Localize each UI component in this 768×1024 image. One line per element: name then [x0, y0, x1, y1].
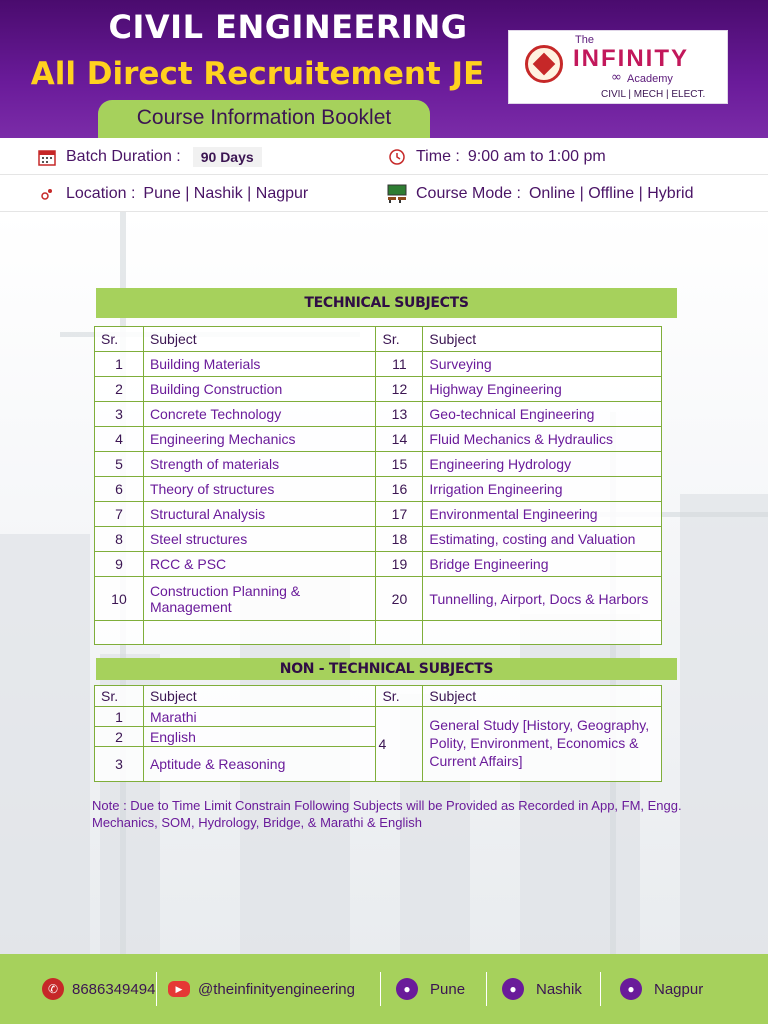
mode-value: Online | Offline | Hybrid — [528, 185, 694, 202]
location-pin-icon: ● — [502, 978, 524, 1000]
table-row — [95, 452, 662, 477]
subject-cell: Surveying — [423, 352, 662, 377]
table-header-row — [95, 327, 662, 352]
booklet-label: Course Information Booklet — [98, 100, 430, 138]
col-sr: Sr. — [376, 686, 423, 707]
sr-cell: 1 — [95, 352, 144, 377]
subject-cell: RCC & PSC — [143, 552, 376, 577]
empty-cell — [95, 621, 144, 645]
subject-cell: Concrete Technology — [143, 402, 376, 427]
col-subject: Subject — [143, 327, 376, 352]
divider — [600, 972, 601, 1006]
table-row — [95, 502, 662, 527]
subject-cell: English — [143, 727, 376, 747]
col-subject: Subject — [423, 327, 662, 352]
table-row — [95, 527, 662, 552]
location-nagpur[interactable] — [620, 973, 703, 1005]
divider — [486, 972, 487, 1006]
table-row — [95, 552, 662, 577]
subject-cell: Structural Analysis — [143, 502, 376, 527]
sr-cell: 8 — [95, 527, 144, 552]
table-row — [95, 477, 662, 502]
table-row — [95, 427, 662, 452]
divider — [156, 972, 157, 1006]
nontechnical-subjects-heading: NON - TECHNICAL SUBJECTS — [96, 658, 677, 680]
course-info-band — [0, 138, 768, 212]
sr-cell: 20 — [376, 577, 423, 621]
clock-icon — [386, 146, 408, 168]
subject-cell: Engineering Hydrology — [423, 452, 662, 477]
emblem-icon — [525, 45, 563, 83]
table-row — [95, 352, 662, 377]
col-subject: Subject — [143, 686, 376, 707]
sr-cell: 13 — [376, 402, 423, 427]
phone-icon: ✆ — [42, 978, 64, 1000]
sr-cell: 2 — [95, 727, 144, 747]
course-mode — [386, 182, 693, 206]
table-row — [95, 377, 662, 402]
subject-cell: Tunnelling, Airport, Docs & Harbors — [423, 577, 662, 621]
empty-cell — [376, 621, 423, 645]
logo-disciplines: CIVIL | MECH | ELECT. — [601, 89, 706, 100]
subject-cell: Marathi — [143, 707, 376, 727]
col-subject: Subject — [423, 686, 662, 707]
infinity-icon: ∞ — [611, 70, 622, 85]
location-pin-icon — [36, 183, 58, 205]
col-sr: Sr. — [95, 686, 144, 707]
location-pune[interactable] — [396, 973, 465, 1005]
time-value: 9:00 am to 1:00 pm — [467, 148, 606, 165]
logo-academy: Academy — [627, 73, 673, 85]
phone-number: 8686349494 — [72, 980, 156, 998]
sr-cell: 14 — [376, 427, 423, 452]
subject-cell: General Study [History, Geography, Polity, Environment, Economics & Current Affairs] — [423, 707, 662, 782]
table-row — [95, 577, 662, 621]
subject-cell: Aptitude & Reasoning — [143, 747, 376, 782]
table-header-row — [95, 686, 662, 707]
sr-cell: 2 — [95, 377, 144, 402]
recorded-subjects-note: Note : Due to Time Limit Constrain Following Subjects will be Provided as Recorded in App, FM, Engg. Mechanics, SOM, Hydrology, Bridge, & Marathi & English — [92, 798, 682, 830]
sr-cell: 10 — [95, 577, 144, 621]
classroom-icon — [386, 183, 408, 205]
sr-cell: 16 — [376, 477, 423, 502]
subject-cell: Estimating, costing and Valuation — [423, 527, 662, 552]
logo-name: INFINITY — [573, 45, 689, 72]
location-pin-icon: ● — [396, 978, 418, 1000]
table-row — [95, 402, 662, 427]
sr-cell: 9 — [95, 552, 144, 577]
batch-value: 90 Days — [193, 147, 262, 167]
col-sr: Sr. — [376, 327, 423, 352]
location-pin-icon: ● — [620, 978, 642, 1000]
course-location — [36, 182, 308, 206]
sr-cell: 18 — [376, 527, 423, 552]
sr-cell: 6 — [95, 477, 144, 502]
sr-cell: 15 — [376, 452, 423, 477]
batch-duration — [36, 145, 262, 169]
subject-cell: Highway Engineering — [423, 377, 662, 402]
mode-label: Course Mode : — [416, 185, 521, 202]
sr-cell: 17 — [376, 502, 423, 527]
location-nashik-label: Nashik — [536, 980, 582, 998]
sr-cell: 7 — [95, 502, 144, 527]
subject-cell: Fluid Mechanics & Hydraulics — [423, 427, 662, 452]
subject-cell: Bridge Engineering — [423, 552, 662, 577]
location-pune-label: Pune — [430, 980, 466, 998]
header-banner — [0, 0, 768, 138]
youtube-icon: ▶ — [168, 981, 190, 997]
sr-cell: 5 — [95, 452, 144, 477]
empty-cell — [143, 621, 376, 645]
divider — [0, 174, 768, 175]
subject-cell: Steel structures — [143, 527, 376, 552]
sr-cell: 4 — [376, 707, 423, 782]
sr-cell: 4 — [95, 427, 144, 452]
youtube-link[interactable] — [168, 973, 355, 1005]
contact-footer — [0, 954, 768, 1024]
youtube-handle: @theinfinityengineering — [198, 980, 355, 998]
time-label: Time : — [416, 148, 460, 165]
sr-cell: 11 — [376, 352, 423, 377]
table-row-empty — [95, 621, 662, 645]
nontechnical-subjects-table — [94, 685, 662, 782]
calendar-icon — [36, 146, 58, 168]
sr-cell: 12 — [376, 377, 423, 402]
location-nagpur-label: Nagpur — [654, 980, 704, 998]
sr-cell: 19 — [376, 552, 423, 577]
sr-cell: 3 — [95, 402, 144, 427]
col-sr: Sr. — [95, 327, 144, 352]
location-value: Pune | Nashik | Nagpur — [143, 185, 309, 202]
page-title: CIVIL ENGINEERING — [108, 8, 468, 46]
subject-cell: Irrigation Engineering — [423, 477, 662, 502]
subject-cell: Construction Planning & Management — [143, 577, 376, 621]
subject-cell: Environmental Engineering — [423, 502, 662, 527]
empty-cell — [423, 621, 662, 645]
course-time — [386, 145, 606, 169]
logo-the: The — [575, 34, 594, 46]
sr-cell: 3 — [95, 747, 144, 782]
location-label: Location : — [66, 185, 136, 202]
subject-cell: Geo-technical Engineering — [423, 402, 662, 427]
subject-cell: Engineering Mechanics — [143, 427, 376, 452]
subject-cell: Building Construction — [143, 377, 376, 402]
subject-cell: Building Materials — [143, 352, 376, 377]
location-nashik[interactable] — [502, 973, 582, 1005]
technical-subjects-table — [94, 326, 662, 645]
divider — [380, 972, 381, 1006]
subject-cell: Theory of structures — [143, 477, 376, 502]
sr-cell: 1 — [95, 707, 144, 727]
phone-contact[interactable] — [42, 973, 155, 1005]
academy-logo — [508, 30, 728, 104]
table-row — [95, 707, 662, 727]
subject-cell: Strength of materials — [143, 452, 376, 477]
page-subtitle: All Direct Recruitement JE — [30, 56, 485, 92]
batch-label: Batch Duration : — [66, 148, 181, 165]
technical-subjects-heading: TECHNICAL SUBJECTS — [96, 288, 677, 318]
